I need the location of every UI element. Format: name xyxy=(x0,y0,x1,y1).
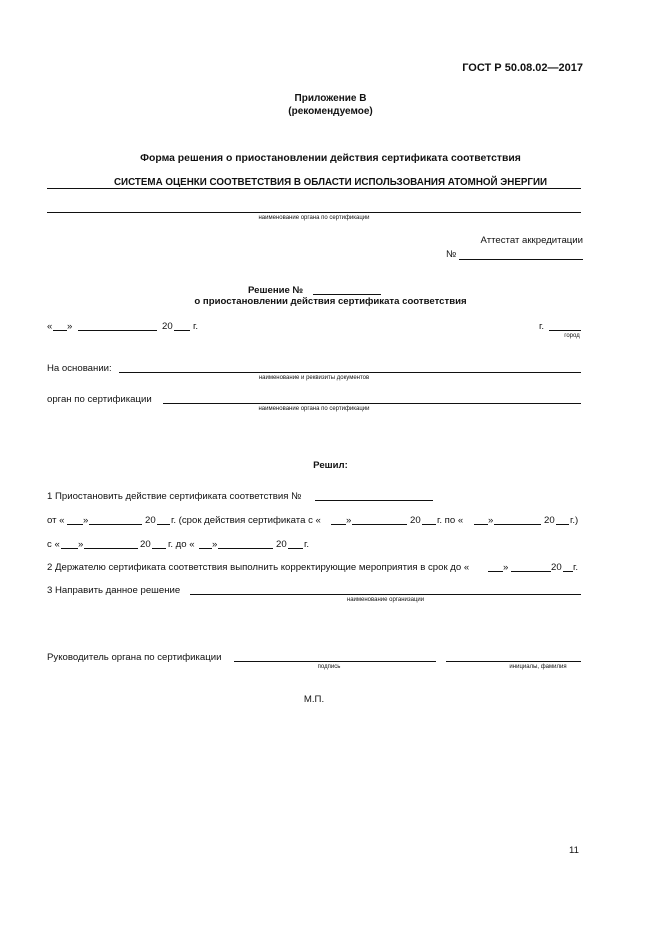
suspension-start-month-field[interactable] xyxy=(84,548,138,549)
validity-end-day-field[interactable] xyxy=(474,524,488,525)
signature-caption: подпись xyxy=(317,664,341,670)
basis-label: На основании: xyxy=(47,363,112,374)
accreditation-number-label: № xyxy=(446,249,457,260)
issue-year-field[interactable] xyxy=(157,524,170,525)
form-title: Форма решения о приостановлении действия сертификата соответствия xyxy=(140,153,521,164)
signature-field[interactable] xyxy=(234,661,436,662)
appendix-subtitle: (рекомендуемое) xyxy=(288,106,373,117)
system-title-underline xyxy=(47,188,581,189)
recipient-organization-field[interactable] xyxy=(190,594,581,595)
validity-start-day-field[interactable] xyxy=(331,524,346,525)
item1-text: 1 Приостановить действие сертификата соответствия № xyxy=(47,491,302,502)
item1-year2: 20 xyxy=(410,515,421,526)
signatory-name-caption: инициалы, фамилия xyxy=(509,664,567,670)
suspension-close2: » xyxy=(212,539,218,550)
item1-close2: » xyxy=(346,515,352,526)
resolved-heading: Решил: xyxy=(313,460,348,471)
suspension-from: с « xyxy=(47,539,60,550)
item1-from: от « xyxy=(47,515,65,526)
basis-field[interactable] xyxy=(119,372,581,373)
certification-body-field-caption: наименование органа по сертификации xyxy=(258,406,370,412)
decision-number-field[interactable] xyxy=(313,294,381,295)
decision-subtitle: о приостановлении действия сертификата соответствия xyxy=(194,296,467,307)
date-year-suffix: г. xyxy=(193,321,198,332)
certification-body-line xyxy=(47,212,581,213)
validity-end-month-field[interactable] xyxy=(494,524,541,525)
decision-title: Решение № xyxy=(248,285,304,296)
date-year-prefix: 20 xyxy=(162,321,173,332)
date-close-quote: » xyxy=(67,321,73,332)
item1-year3: 20 xyxy=(544,515,555,526)
signature-label: Руководитель органа по сертификации xyxy=(47,652,222,663)
city-field[interactable] xyxy=(549,330,581,331)
certification-body-field[interactable] xyxy=(163,403,581,404)
page-number: 11 xyxy=(569,845,579,856)
item1-year3-suffix: г.) xyxy=(570,515,579,526)
suspension-close: » xyxy=(78,539,84,550)
suspension-mid: г. до « xyxy=(168,539,195,550)
certificate-number-field[interactable] xyxy=(315,500,433,501)
suspension-end: г. xyxy=(304,539,309,550)
item2-year: 20 xyxy=(551,562,562,573)
validity-end-year-field[interactable] xyxy=(556,524,569,525)
suspension-end-day-field[interactable] xyxy=(199,548,212,549)
city-prefix: г. xyxy=(539,321,544,332)
deadline-day-field[interactable] xyxy=(488,571,503,572)
stamp-place: М.П. xyxy=(303,694,325,705)
deadline-year-field[interactable] xyxy=(563,571,573,572)
deadline-month-field[interactable] xyxy=(511,571,551,572)
recipient-organization-caption: наименование организации xyxy=(346,597,425,603)
issue-month-field[interactable] xyxy=(89,524,142,525)
suspension-start-day-field[interactable] xyxy=(61,548,78,549)
certification-body-caption: наименование органа по сертификации xyxy=(258,215,370,221)
suspension-year: 20 xyxy=(140,539,151,550)
system-title: СИСТЕМА ОЦЕНКИ СООТВЕТСТВИЯ В ОБЛАСТИ ИСПОЛЬЗОВАНИЯ АТОМНОЙ ЭНЕРГИИ xyxy=(113,177,548,188)
certification-body-label: орган по сертификации xyxy=(47,394,152,405)
city-caption: город xyxy=(564,333,580,339)
accreditation-number-field[interactable] xyxy=(459,259,583,260)
suspension-end-year-field[interactable] xyxy=(288,548,303,549)
accreditation-label: Аттестат аккредитации xyxy=(480,235,583,246)
date-month-field[interactable] xyxy=(78,330,157,331)
appendix-title: Приложение В xyxy=(294,93,367,104)
item1-close3: » xyxy=(488,515,494,526)
item3-text: 3 Направить данное решение xyxy=(47,585,181,596)
validity-start-month-field[interactable] xyxy=(352,524,407,525)
document-code: ГОСТ Р 50.08.02—2017 xyxy=(462,62,583,74)
signatory-name-field[interactable] xyxy=(446,661,581,662)
suspension-year2: 20 xyxy=(276,539,287,550)
item1-year-suffix: г. (срок действия сертификата с « xyxy=(171,515,321,526)
item2-text: 2 Держателю сертификата соответствия выполнить корректирующие мероприятия в срок до « xyxy=(47,562,470,573)
date-open-quote: « xyxy=(47,321,53,332)
item1-year2-suffix: г. по « xyxy=(437,515,464,526)
item1-close: » xyxy=(83,515,89,526)
suspension-start-year-field[interactable] xyxy=(152,548,166,549)
item2-close: » xyxy=(503,562,509,573)
issue-day-field[interactable] xyxy=(67,524,83,525)
date-day-field[interactable] xyxy=(53,330,67,331)
item2-end: г. xyxy=(573,562,578,573)
date-year-field[interactable] xyxy=(174,330,190,331)
item1-year: 20 xyxy=(145,515,156,526)
suspension-end-month-field[interactable] xyxy=(218,548,273,549)
validity-start-year-field[interactable] xyxy=(422,524,436,525)
basis-caption: наименование и реквизиты документов xyxy=(258,375,370,381)
